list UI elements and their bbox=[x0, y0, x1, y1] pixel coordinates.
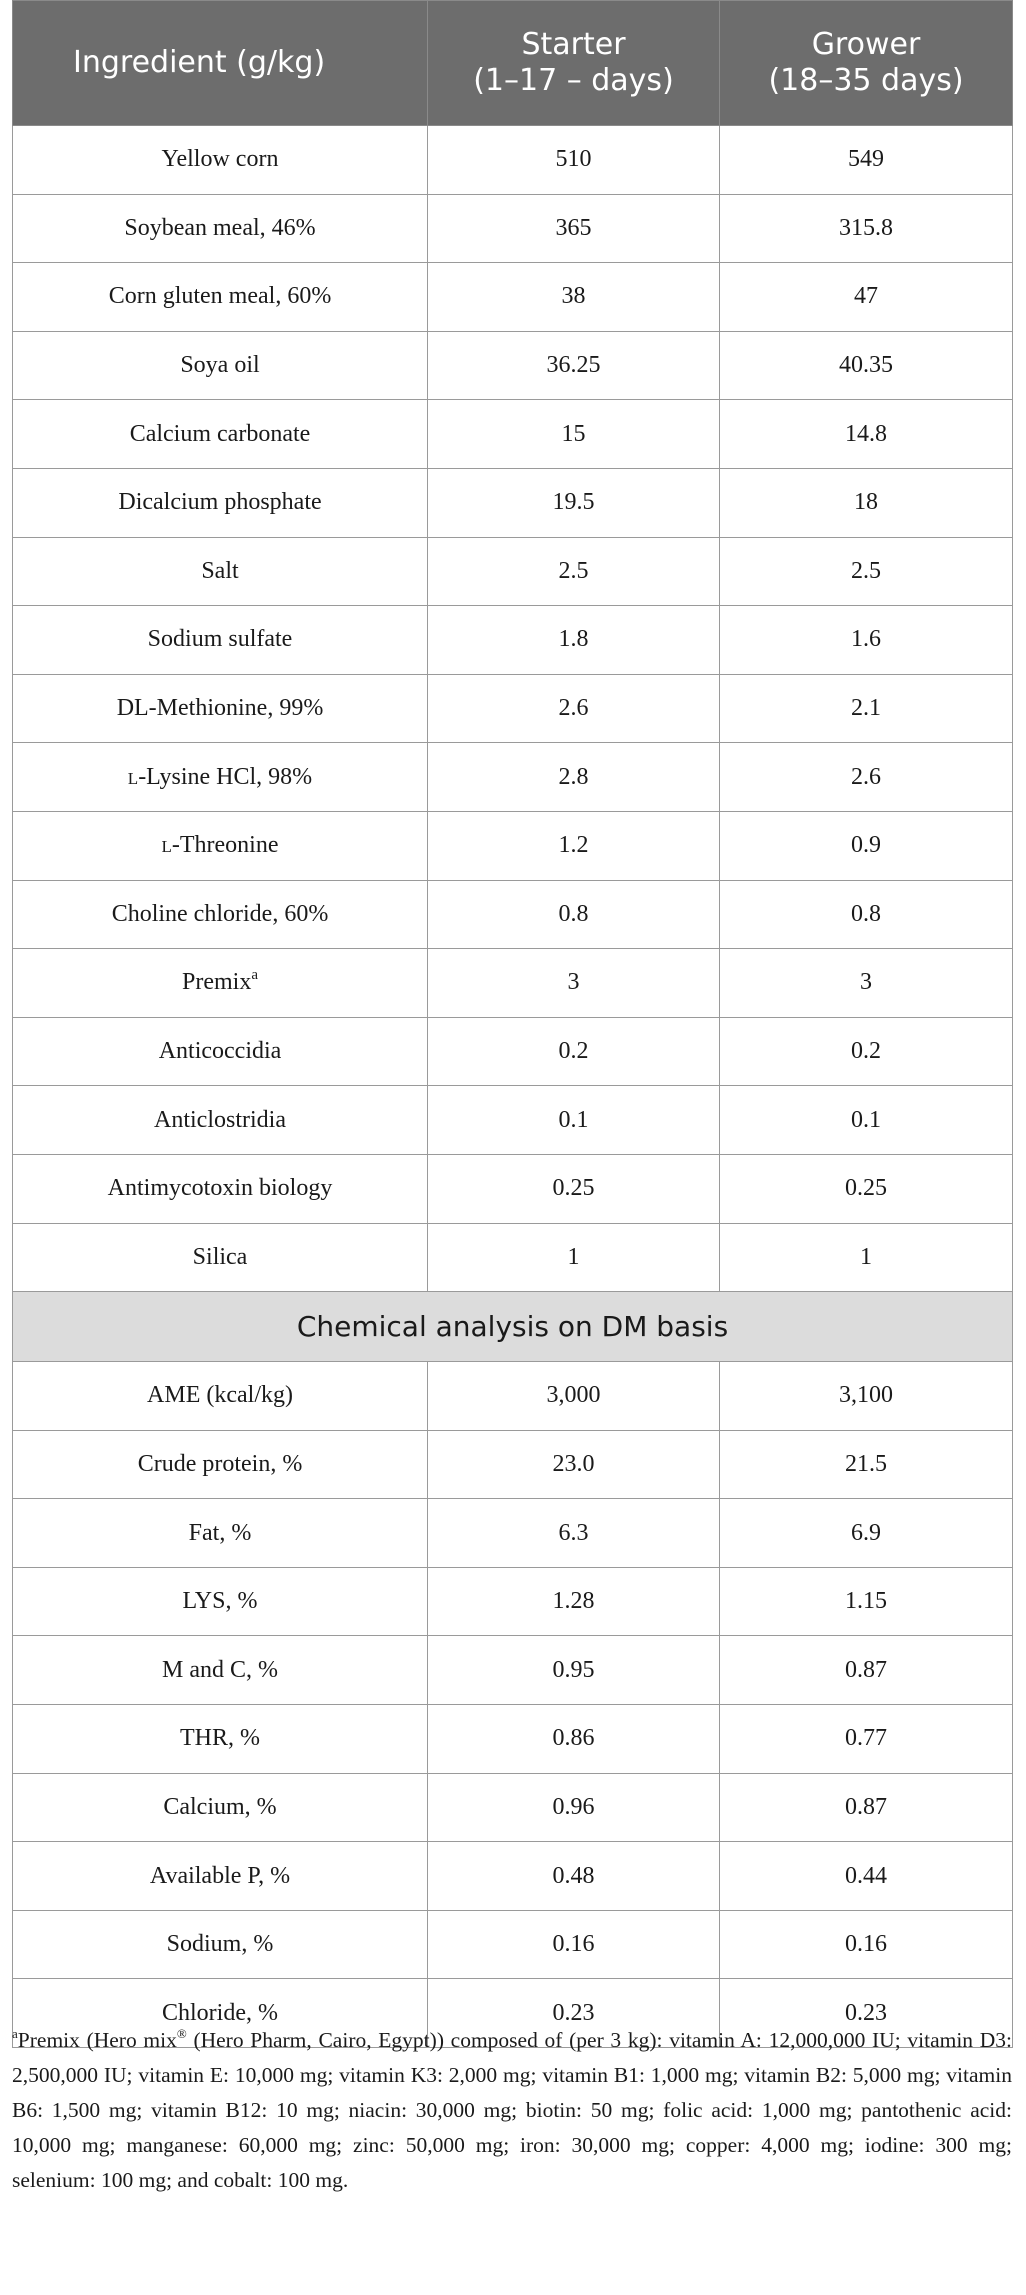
ingredient-name-cell bbox=[13, 400, 428, 469]
ingredient-row bbox=[13, 674, 1013, 743]
header-ingredient: Ingredient (g/kg) bbox=[13, 1, 428, 126]
ingredient-grower-value: 18 bbox=[720, 468, 1013, 537]
analysis-row bbox=[13, 1636, 1013, 1705]
ingredient-name: Anticoccidia bbox=[158, 1038, 282, 1065]
analysis-row bbox=[13, 1842, 1013, 1911]
ingredient-starter-value: 365 bbox=[428, 194, 720, 263]
section-row bbox=[13, 1292, 1013, 1362]
ingredient-row bbox=[13, 1086, 1013, 1155]
analysis-grower-value: 6.9 bbox=[720, 1499, 1013, 1568]
analysis-name: Available P, % bbox=[149, 1862, 291, 1889]
analysis-name-cell bbox=[13, 1773, 428, 1842]
footnote-marker: a bbox=[12, 2026, 18, 2041]
ingredient-row bbox=[13, 1223, 1013, 1292]
ingredient-row bbox=[13, 537, 1013, 606]
ingredient-name: Soybean meal, 46% bbox=[124, 214, 316, 241]
ingredient-starter-value: 36.25 bbox=[428, 331, 720, 400]
header-starter bbox=[428, 1, 720, 126]
section-title: Chemical analysis on DM basis bbox=[13, 1292, 1013, 1362]
analysis-name: Crude protein, % bbox=[137, 1450, 303, 1477]
analysis-name-cell bbox=[13, 1842, 428, 1911]
analysis-name: Fat, % bbox=[188, 1519, 252, 1546]
ingredient-row bbox=[13, 331, 1013, 400]
ingredient-name: Calcium carbonate bbox=[129, 420, 311, 447]
ingredient-grower-value: 2.6 bbox=[720, 743, 1013, 812]
ingredient-row bbox=[13, 126, 1013, 195]
analysis-name: Chloride, % bbox=[162, 1999, 278, 2026]
analysis-starter-value: 6.3 bbox=[428, 1499, 720, 1568]
analysis-grower-value: 3,100 bbox=[720, 1362, 1013, 1431]
ingredient-starter-value: 19.5 bbox=[428, 468, 720, 537]
diet-composition-table bbox=[12, 0, 1013, 2048]
ingredient-name-cell bbox=[13, 537, 428, 606]
analysis-grower-value: 0.23 bbox=[720, 1979, 1013, 2048]
ingredient-grower-value: 14.8 bbox=[720, 400, 1013, 469]
analysis-grower-value: 21.5 bbox=[720, 1430, 1013, 1499]
ingredient-row bbox=[13, 1154, 1013, 1223]
analysis-row bbox=[13, 1430, 1013, 1499]
ingredient-name: Premix bbox=[182, 969, 252, 996]
header-grower-line1: Grower bbox=[811, 27, 921, 62]
ingredient-grower-value: 0.1 bbox=[720, 1086, 1013, 1155]
ingredient-starter-value: 2.5 bbox=[428, 537, 720, 606]
ingredient-name-cell bbox=[13, 1017, 428, 1086]
ingredient-name-cell bbox=[13, 811, 428, 880]
analysis-starter-value: 0.48 bbox=[428, 1842, 720, 1911]
analysis-grower-value: 0.44 bbox=[720, 1842, 1013, 1911]
ingredient-row bbox=[13, 949, 1013, 1018]
analysis-name-cell bbox=[13, 1636, 428, 1705]
analysis-starter-value: 0.95 bbox=[428, 1636, 720, 1705]
ingredient-name: -Lysine HCl, 98% bbox=[138, 763, 313, 790]
analysis-name-cell bbox=[13, 1499, 428, 1568]
analysis-name: Calcium, % bbox=[163, 1793, 277, 1820]
analysis-grower-value: 0.16 bbox=[720, 1910, 1013, 1979]
ingredient-grower-value: 2.1 bbox=[720, 674, 1013, 743]
analysis-name-cell bbox=[13, 1910, 428, 1979]
analysis-name: LYS, % bbox=[182, 1588, 258, 1615]
analysis-starter-value: 0.23 bbox=[428, 1979, 720, 2048]
analysis-name-cell bbox=[13, 1705, 428, 1774]
ingredient-row bbox=[13, 743, 1013, 812]
analysis-row bbox=[13, 1362, 1013, 1431]
ingredient-name: Sodium sulfate bbox=[147, 626, 293, 653]
ingredient-name-cell bbox=[13, 606, 428, 675]
analysis-starter-value: 0.86 bbox=[428, 1705, 720, 1774]
ingredient-starter-value: 0.2 bbox=[428, 1017, 720, 1086]
ingredient-name-cell bbox=[13, 743, 428, 812]
analysis-row bbox=[13, 1910, 1013, 1979]
header-starter-line2: (1–17 – days) bbox=[473, 63, 674, 98]
table-body bbox=[13, 126, 1013, 2048]
analysis-name-cell bbox=[13, 1567, 428, 1636]
ingredient-starter-value: 38 bbox=[428, 263, 720, 332]
analysis-starter-value: 1.28 bbox=[428, 1567, 720, 1636]
ingredient-grower-value: 2.5 bbox=[720, 537, 1013, 606]
ingredient-name: Dicalcium phosphate bbox=[118, 489, 322, 516]
table-header bbox=[13, 1, 1013, 126]
ingredient-name: Silica bbox=[192, 1243, 248, 1270]
ingredient-name: Anticlostridia bbox=[154, 1106, 286, 1133]
ingredient-starter-value: 0.25 bbox=[428, 1154, 720, 1223]
ingredient-name: Antimycotoxin biology bbox=[107, 1175, 333, 1202]
ingredient-grower-value: 1 bbox=[720, 1223, 1013, 1292]
analysis-grower-value: 1.15 bbox=[720, 1567, 1013, 1636]
analysis-grower-value: 0.87 bbox=[720, 1773, 1013, 1842]
footnote-ref: a bbox=[251, 967, 258, 984]
ingredient-row bbox=[13, 1017, 1013, 1086]
ingredient-grower-value: 3 bbox=[720, 949, 1013, 1018]
ingredient-name-cell bbox=[13, 949, 428, 1018]
ingredient-row bbox=[13, 400, 1013, 469]
diet-composition-table-container bbox=[12, 0, 1012, 2048]
ingredient-name: Choline chloride, 60% bbox=[111, 900, 329, 927]
ingredient-starter-value: 1 bbox=[428, 1223, 720, 1292]
ingredient-starter-value: 0.1 bbox=[428, 1086, 720, 1155]
analysis-name-cell bbox=[13, 1430, 428, 1499]
ingredient-name: Salt bbox=[201, 557, 239, 584]
ingredient-starter-value: 510 bbox=[428, 126, 720, 195]
analysis-starter-value: 0.96 bbox=[428, 1773, 720, 1842]
ingredient-name-cell bbox=[13, 1086, 428, 1155]
analysis-starter-value: 23.0 bbox=[428, 1430, 720, 1499]
ingredient-grower-value: 0.2 bbox=[720, 1017, 1013, 1086]
ingredient-row bbox=[13, 606, 1013, 675]
ingredient-name-cell bbox=[13, 126, 428, 195]
analysis-row bbox=[13, 1499, 1013, 1568]
analysis-name: M and C, % bbox=[162, 1656, 278, 1683]
ingredient-grower-value: 0.9 bbox=[720, 811, 1013, 880]
ingredient-name: -Threonine bbox=[171, 832, 279, 859]
ingredient-starter-value: 2.8 bbox=[428, 743, 720, 812]
ingredient-name-cell bbox=[13, 1154, 428, 1223]
ingredient-starter-value: 15 bbox=[428, 400, 720, 469]
ingredient-grower-value: 40.35 bbox=[720, 331, 1013, 400]
ingredient-name-cell bbox=[13, 468, 428, 537]
ingredient-name: Corn gluten meal, 60% bbox=[108, 283, 332, 310]
header-starter-line1: Starter bbox=[521, 27, 626, 62]
ingredient-starter-value: 2.6 bbox=[428, 674, 720, 743]
ingredient-grower-value: 315.8 bbox=[720, 194, 1013, 263]
table-footnote bbox=[12, 2023, 1012, 2198]
ingredient-row bbox=[13, 880, 1013, 949]
name-prefix: l bbox=[127, 763, 139, 790]
ingredient-row bbox=[13, 194, 1013, 263]
analysis-starter-value: 0.16 bbox=[428, 1910, 720, 1979]
name-prefix: l bbox=[161, 832, 172, 859]
ingredient-row bbox=[13, 811, 1013, 880]
ingredient-row bbox=[13, 263, 1013, 332]
analysis-name-cell bbox=[13, 1362, 428, 1431]
ingredient-starter-value: 1.2 bbox=[428, 811, 720, 880]
analysis-starter-value: 3,000 bbox=[428, 1362, 720, 1431]
footnote-registered-mark: ® bbox=[176, 2026, 187, 2041]
header-grower bbox=[720, 1, 1013, 126]
ingredient-name: Yellow corn bbox=[161, 146, 279, 173]
analysis-name: AME (kcal/kg) bbox=[147, 1382, 293, 1409]
ingredient-row bbox=[13, 468, 1013, 537]
ingredient-name: DL-Methionine, 99% bbox=[116, 695, 324, 722]
ingredient-grower-value: 0.25 bbox=[720, 1154, 1013, 1223]
analysis-row bbox=[13, 1773, 1013, 1842]
footnote-text: (Hero Pharm, Cairo, Egypt)) composed of (per 3 kg): vitamin A: 12,000,000 IU; vitamin D3: 2,500,000 IU; vitamin E: 10,000 mg; vitamin K3: 2,000 mg; vitamin B1: 1,000 mg; vitamin B2: 5,000 mg; vitamin B6: 1,500 mg; vitamin B12: 10 mg; niacin: 30,000 mg; biotin: 50 mg; folic acid: 1,000 mg; pantothenic acid: 10,000 mg; manganese: 60,000 mg; zinc: 50,000 mg; iron: 30,000 mg; copper: 4,000 mg; iodine: 300 mg; selenium: 100 mg; and cobalt: 100 mg. bbox=[12, 2028, 1012, 2192]
header-grower-line2: (18–35 days) bbox=[768, 63, 964, 98]
ingredient-grower-value: 549 bbox=[720, 126, 1013, 195]
ingredient-name-cell bbox=[13, 263, 428, 332]
ingredient-starter-value: 0.8 bbox=[428, 880, 720, 949]
ingredient-name-cell bbox=[13, 1223, 428, 1292]
analysis-name: Sodium, % bbox=[166, 1931, 274, 1958]
ingredient-grower-value: 47 bbox=[720, 263, 1013, 332]
ingredient-name: Soya oil bbox=[180, 352, 260, 379]
analysis-row bbox=[13, 1567, 1013, 1636]
analysis-row bbox=[13, 1705, 1013, 1774]
ingredient-starter-value: 1.8 bbox=[428, 606, 720, 675]
analysis-name: THR, % bbox=[180, 1725, 260, 1752]
ingredient-name-cell bbox=[13, 331, 428, 400]
ingredient-name-cell bbox=[13, 880, 428, 949]
analysis-grower-value: 0.77 bbox=[720, 1705, 1013, 1774]
ingredient-name-cell bbox=[13, 194, 428, 263]
ingredient-grower-value: 1.6 bbox=[720, 606, 1013, 675]
ingredient-name-cell bbox=[13, 674, 428, 743]
ingredient-grower-value: 0.8 bbox=[720, 880, 1013, 949]
analysis-grower-value: 0.87 bbox=[720, 1636, 1013, 1705]
ingredient-starter-value: 3 bbox=[428, 949, 720, 1018]
footnote-lead: Premix (Hero mix bbox=[17, 2028, 177, 2052]
